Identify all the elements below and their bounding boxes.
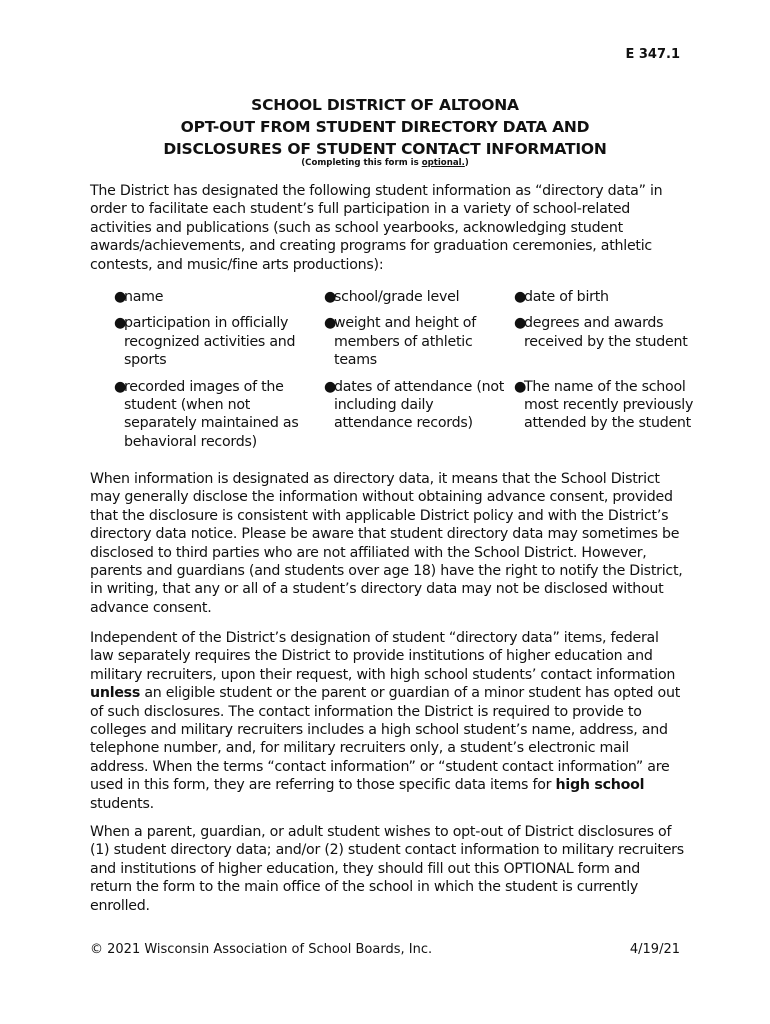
optional-note: (Completing this form is optional.) <box>301 158 469 168</box>
list-item: ● school/grade level <box>324 289 460 305</box>
directory-data-paragraph: When information is designated as directory data, it means that the School District may generally disclose the information without obtaining advance consent, provided that the disclosure is consistent with applicable District policy and with the District’s directory data notice. Please be aware that student directory data may sometimes be disclosed to third parties who are not affiliated with the School District. However, parents and guardians (and students over age 18) have the right to notify the District, in writing, that any or all of a student’s directory data may not be disclosed without advance consent. <box>90 471 683 616</box>
bullet: ● <box>514 378 527 395</box>
bullet: ● <box>114 315 127 332</box>
form-title-line-2: DISCLOSURES OF STUDENT CONTACT INFORMATION <box>163 140 607 158</box>
district-title: SCHOOL DISTRICT OF ALTOONA <box>251 96 519 114</box>
document-code: E 347.1 <box>625 47 680 62</box>
list-item: ● The name of the school most recently previously attended by the student <box>514 378 700 460</box>
bullet: ● <box>514 315 527 332</box>
bullet: ● <box>114 289 127 305</box>
footer <box>90 942 680 957</box>
revision-date: 4/19/21 <box>629 942 680 957</box>
directory-items-list <box>114 288 700 459</box>
contact-information-paragraph: Independent of the District’s designation of student “directory data” items, federal law separately requires the District to provide institutions of higher education and military recruiters, upon their request, with high school students’ contact information unless an eligible student or the parent or guardian of a minor student has opted out of such disclosures. The contact information the District is required to provide to colleges and military recruiters includes a high school student’s name, address, and telephone number, and, for military recruiters only, a student’s electronic mail address. When the terms “contact information” or “student contact information” are used in this form, they are referring to those specific data items for high school students. <box>90 630 681 812</box>
list-item: ● participation in officially recognized activities and sports <box>114 315 296 369</box>
bullet: ● <box>514 289 527 305</box>
list-item: ● weight and height of members of athletic teams <box>324 315 476 369</box>
copyright: © 2021 Wisconsin Association of School Boards, Inc. <box>90 942 433 957</box>
list-item: ● name <box>114 289 164 305</box>
list-item: ● recorded images of the student (when not separately maintained as behavioral records) <box>114 378 299 450</box>
bullet: ● <box>324 315 337 332</box>
bullet: ● <box>324 378 337 395</box>
bullet: ● <box>114 378 127 395</box>
opt-out-instructions-paragraph: When a parent, guardian, or adult student wishes to opt-out of District disclosures of (1) student directory data; and/or (2) student contact information to military recruiters and institutions of higher education, they should fill out this OPTIONAL form and return the form to the main office of the school in which the student is currently enrolled. <box>90 824 684 914</box>
list-item: ● date of birth <box>514 289 609 305</box>
list-item: ● dates of attendance (not including daily attendance records) <box>324 378 514 460</box>
list-item: ● degrees and awards received by the student <box>514 314 700 377</box>
form-title-line-1: OPT-OUT FROM STUDENT DIRECTORY DATA AND <box>180 118 590 136</box>
bullet: ● <box>324 289 337 305</box>
title-block <box>90 94 680 169</box>
intro-paragraph: The District has designated the following student information as “directory data” in order to facilitate each student’s full participation in a variety of school-related activities and publications (such as school yearbooks, acknowledging student awards/achievements, and creating programs for graduation ceremonies, athletic contests, and music/fine arts productions): <box>90 183 663 273</box>
